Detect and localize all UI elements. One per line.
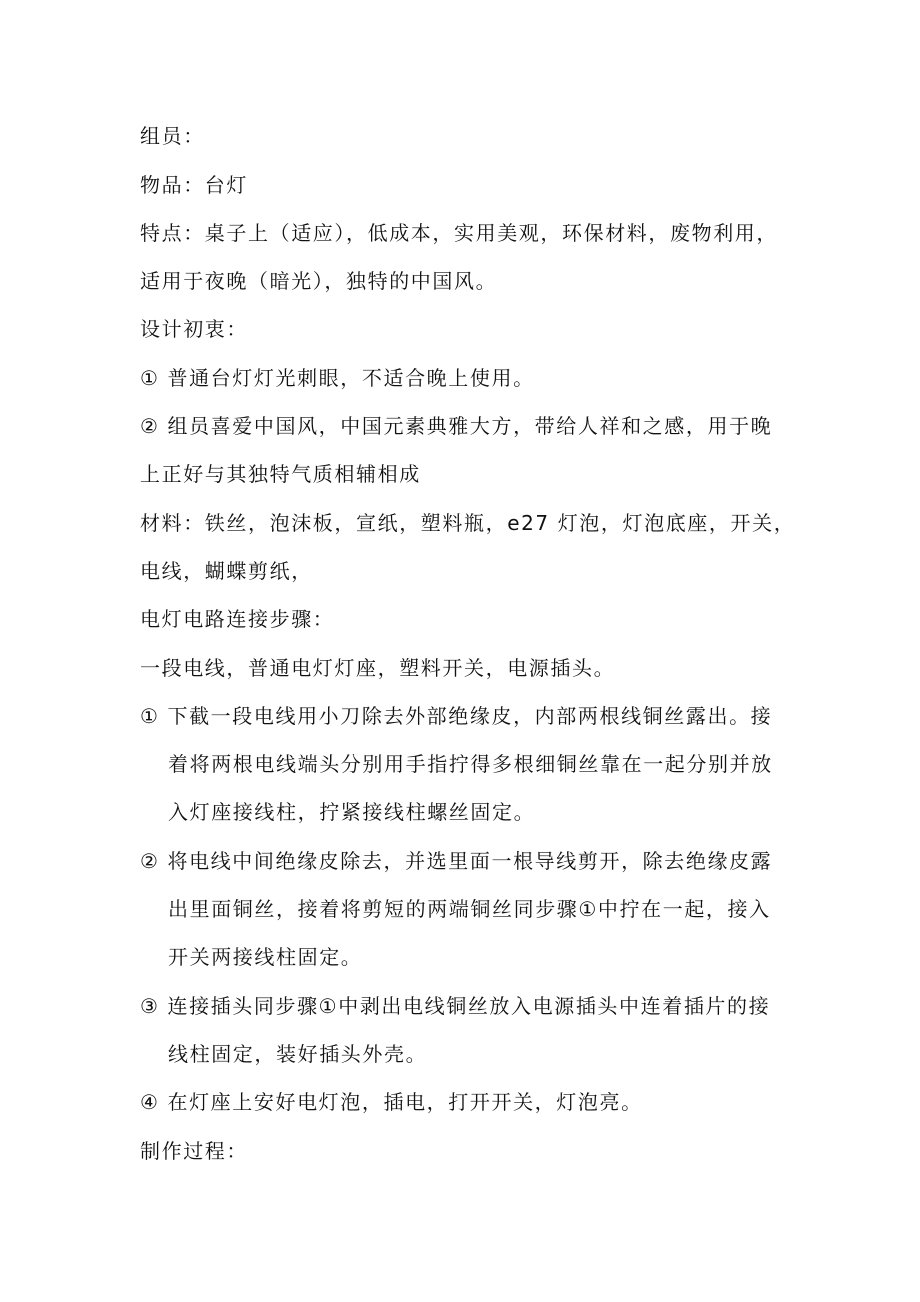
features-line-2: 适用于夜晚（暗光），独特的中国风。 xyxy=(140,269,498,293)
members-label: 组员： xyxy=(140,124,205,148)
step-4-line-1: ④ 在灯座上安好电灯泡，插电，打开开关，灯泡亮。 xyxy=(140,1090,643,1114)
step-2-line-1: ② 将电线中间绝缘皮除去，并选里面一根导线剪开，除去绝缘皮露 xyxy=(140,849,773,873)
step-3-line-2: 线柱固定，装好插头外壳。 xyxy=(168,1042,428,1066)
design-point-1: ① 普通台灯灯光刺眼，不适合晚上使用。 xyxy=(140,366,535,390)
step-1-line-1: ① 下截一段电线用小刀除去外部绝缘皮，内部两根线铜丝露出。接 xyxy=(140,704,773,728)
materials-line-2: 电线，蝴蝶剪纸， xyxy=(140,559,313,583)
step-3-line-1: ③ 连接插头同步骤①中剥出电线铜丝放入电源插头中连着插片的接 xyxy=(140,994,771,1018)
circuit-heading: 电灯电路连接步骤： xyxy=(140,607,335,631)
step-2-line-2: 出里面铜丝，接着将剪短的两端铜丝同步骤①中拧在一起，接入 xyxy=(168,897,771,921)
materials-line-1: 材料：铁丝，泡沫板，宣纸，塑料瓶，e27 灯泡，灯泡底座，开关， xyxy=(140,511,796,535)
step-2-line-3: 开关两接线柱固定。 xyxy=(168,945,363,969)
design-point-2-line-1: ② 组员喜爱中国风，中国元素典雅大方，带给人祥和之感，用于晚 xyxy=(140,414,773,438)
item-line: 物品：台灯 xyxy=(140,173,248,197)
features-line-1: 特点：桌子上（适应），低成本，实用美观，环保材料，废物利用， xyxy=(140,221,778,245)
design-point-2-line-2: 上正好与其独特气质相辅相成 xyxy=(140,462,421,486)
design-heading: 设计初衷： xyxy=(140,317,248,341)
process-heading: 制作过程： xyxy=(140,1139,248,1163)
circuit-parts: 一段电线，普通电灯灯座，塑料开关，电源插头。 xyxy=(140,656,616,680)
step-1-line-3: 入灯座接线柱，拧紧接线柱螺丝固定。 xyxy=(168,800,536,824)
step-1-line-2: 着将两根电线端头分别用手指拧得多根细铜丝靠在一起分别并放 xyxy=(168,752,773,776)
